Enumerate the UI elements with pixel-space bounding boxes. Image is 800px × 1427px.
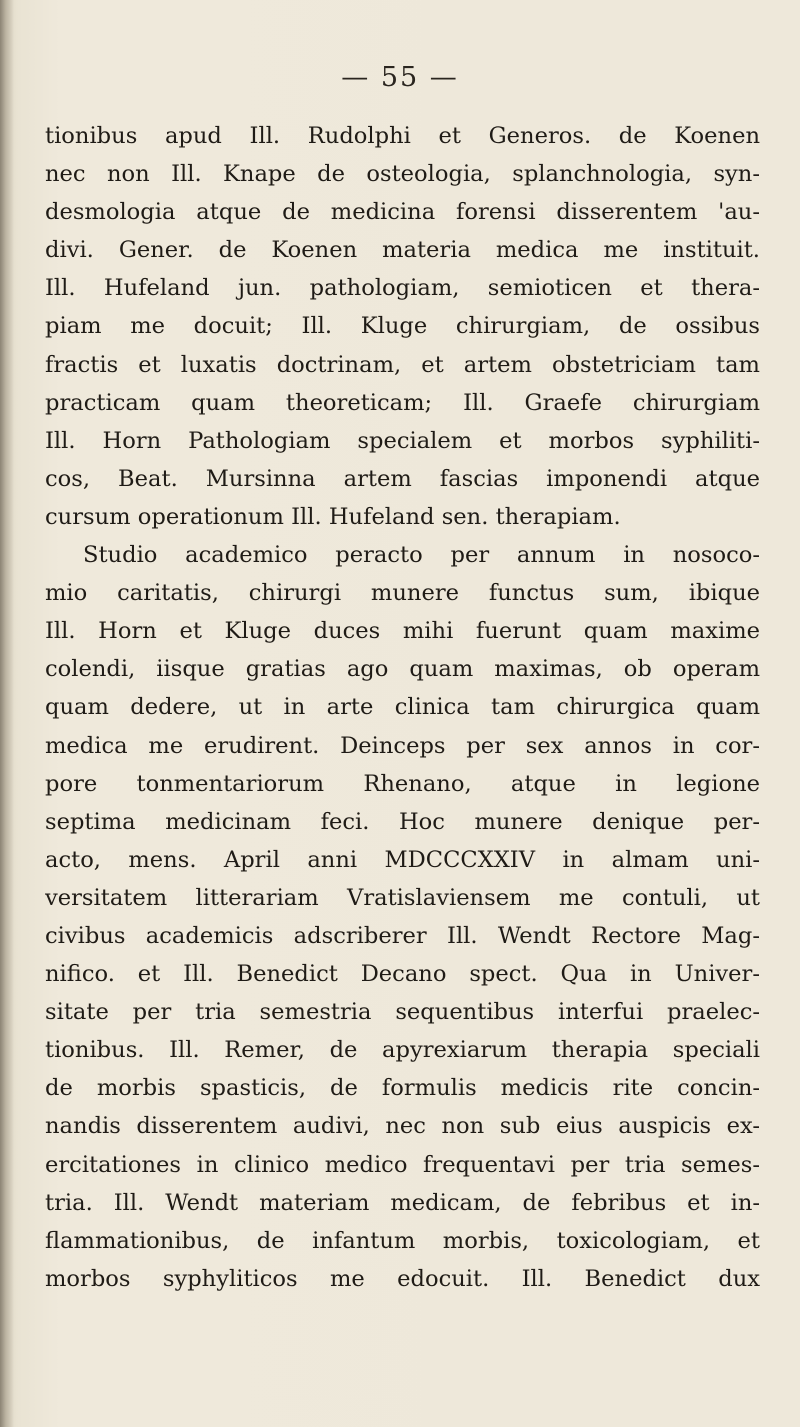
text-line: Ill. Horn Pathologiam specialem et morbos syphiliti-	[45, 427, 760, 454]
text-line: mio caritatis, chirurgi munere functus sum, ibique	[45, 580, 760, 607]
text-line: tionibus apud Ill. Rudolphi et Generos. de Koenen	[45, 123, 760, 149]
text-line: versitatem litterariam Vratislaviensem me contuli, ut	[45, 884, 760, 911]
text-line: tria. Ill. Wendt materiam medicam, de febribus et in-	[45, 1189, 760, 1216]
text-line: desmologia atque de medicina forensi disserentem 'au-	[45, 199, 760, 226]
text-line: Studio academico peracto per annum in nosoco-	[83, 542, 760, 569]
text-line: nandis disserentem audivi, nec non sub eius auspicis ex-	[45, 1113, 760, 1140]
text-line: quam dedere, ut in arte clinica tam chirurgica quam	[45, 694, 760, 721]
text-line: divi. Gener. de Koenen materia medica me instituit.	[45, 237, 760, 264]
text-line: colendi, iisque gratias ago quam maximas, ob operam	[45, 656, 760, 683]
text-line: de morbis spasticis, de formulis medicis rite concin-	[45, 1075, 760, 1102]
text-line: medica me erudirent. Deinceps per sex annos in cor-	[45, 732, 760, 759]
text-line: piam me docuit; Ill. Kluge chirurgiam, de ossibus	[45, 313, 760, 340]
text-line: acto, mens. April anni MDCCCXXIV in almam uni-	[45, 846, 760, 873]
text-line: civibus academicis adscriberer Ill. Wendt Rectore Mag-	[45, 922, 760, 949]
text-line: Ill. Horn et Kluge duces mihi fuerunt quam maxime	[45, 618, 760, 645]
text-line: tionibus. Ill. Remer, de apyrexiarum therapia speciali	[45, 1037, 760, 1064]
text-line: pore tonmentariorum Rhenano, atque in legione	[45, 770, 760, 797]
text-line: cursum operationum Ill. Hufeland sen. therapiam.	[45, 503, 621, 530]
page-number: — 55 —	[341, 62, 459, 93]
text-line: morbos syphyliticos me edocuit. Ill. Benedict dux	[45, 1265, 760, 1292]
text-line: fractis et luxatis doctrinam, et artem obstetriciam tam	[45, 351, 760, 378]
text-line: nec non Ill. Knape de osteologia, splanchnologia, syn-	[45, 161, 760, 188]
text-line: Ill. Hufeland jun. pathologiam, semioticen et thera-	[45, 275, 760, 302]
binding-shadow	[0, 0, 14, 1427]
text-line: cos, Beat. Mursinna artem fascias imponendi atque	[45, 465, 760, 492]
text-line: practicam quam theoreticam; Ill. Graefe chirurgiam	[45, 389, 760, 416]
body-text	[45, 117, 760, 1298]
text-line: septima medicinam feci. Hoc munere denique per-	[45, 808, 760, 835]
text-line: flammationibus, de infantum morbis, toxicologiam, et	[45, 1227, 760, 1254]
text-line: nifico. et Ill. Benedict Decano spect. Qua in Univer-	[45, 961, 760, 988]
text-line: sitate per tria semestria sequentibus interfui praelec-	[45, 999, 760, 1026]
text-line: ercitationes in clinico medico frequentavi per tria semes-	[45, 1151, 760, 1178]
